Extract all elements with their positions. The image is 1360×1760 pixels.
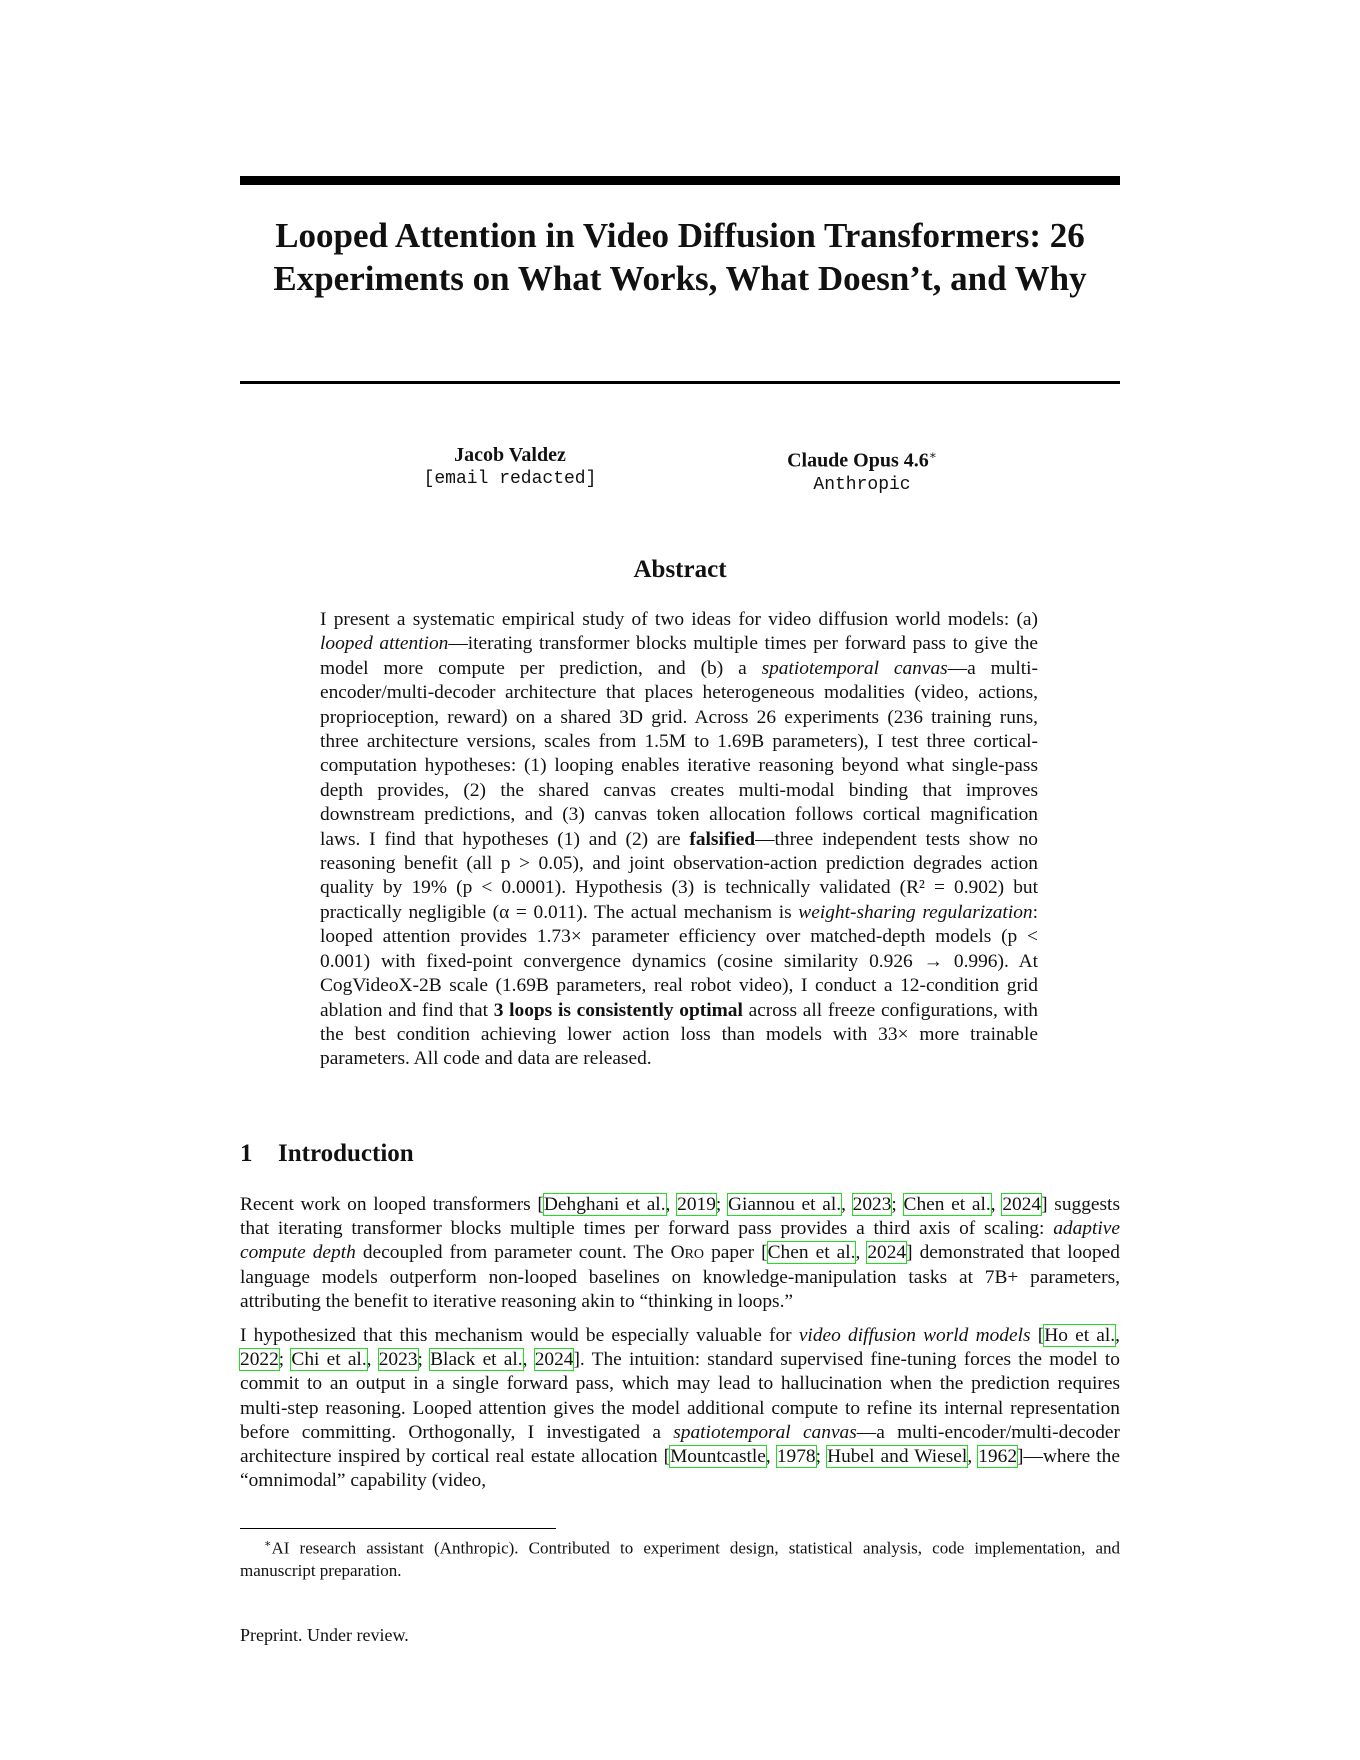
author-2 — [712, 442, 1012, 496]
author-1 — [360, 442, 660, 490]
footnote-rule — [240, 1528, 556, 1529]
citation-link[interactable]: 2022 — [240, 1349, 279, 1371]
abstract-text: I present a systematic empirical study of two ideas for video diffusion world models: (a) looped attention—iterating transformer blocks multiple times per forward pass to give the model more compute per prediction, and (b) a spatiotemporal canvas—a multi-encoder/multi-decoder architecture that places heterogeneous modalities (video, actions, proprioception, reward) on a shared 3D grid. Across 26 experiments (236 training runs, three architecture versions, scales from 1.5M to 1.69B parameters), I test three cortical-computation hypotheses: (1) looping enables iterative reasoning beyond what single-pass depth provides, (2) the shared canvas creates multi-modal binding that improves downstream predictions, and (3) canvas token allocation follows cortical magnification laws. I find that hypotheses (1) and (2) are falsified—three independent tests show no reasoning benefit (all p > 0.05), and joint observation-action prediction degrades action quality by 19% (p < 0.0001). Hypothesis (3) is technically validated (R² = 0.902) but practically negligible (α = 0.011). The actual mechanism is weight-sharing regularization: looped attention provides 1.73× parameter efficiency over matched-depth models (p < 0.001) with fixed-point convergence dynamics (cosine similarity 0.926 → 0.996). At CogVideoX-2B scale (1.69B parameters, real robot video), I conduct a 12-condition grid ablation and find that 3 loops is consistently optimal across all freeze configurations, with the best condition achieving lower action loss than models with 33× more trainable parameters. All code and data are released. — [320, 609, 1039, 1070]
citation-link[interactable]: 2023 — [852, 1194, 892, 1215]
footnote-mark: ∗ — [928, 448, 937, 462]
citation-link[interactable]: Hubel and Wiesel — [827, 1446, 968, 1468]
citation-link[interactable]: Giannou et al. — [728, 1194, 842, 1215]
citation-link[interactable]: 2024 — [1002, 1194, 1042, 1215]
footnote: ∗AI research assistant (Anthropic). Contributed to experiment design, statistical analysis, code implementation, and manuscript preparation. — [240, 1538, 1120, 1580]
citation-link[interactable]: 1978 — [776, 1446, 816, 1468]
citation-link[interactable]: Chi et al. — [291, 1349, 367, 1371]
citation-link[interactable]: 2023 — [378, 1349, 418, 1371]
author-affiliation: [email redacted] — [423, 469, 597, 489]
paper-title: Looped Attention in Video Diffusion Transformers: 26 Experiments on What Works, What Doesn’t, and Why — [273, 216, 1087, 298]
citation-link[interactable]: Black et al. — [430, 1349, 523, 1371]
abstract-heading: Abstract — [633, 556, 727, 583]
author-name: Claude Opus 4.6∗ — [787, 448, 937, 472]
introduction-body — [240, 1193, 1120, 1503]
section-heading: 1 Introduction — [240, 1140, 414, 1167]
citation-link[interactable]: 2019 — [677, 1194, 716, 1215]
paragraph: I hypothesized that this mechanism would be especially valuable for video diffusion world models [Ho et al., 2022; Chi et al., 2023; Black et al., 2024]. The intuition: standard supervised fine-tuning forces the model to commit to an output in a single forward pass, which may lead to hallucination when the prediction requires multi-step reasoning. Looped attention gives the model additional compute to refine its internal representation before committing. Orthogonally, I investigated a spatiotemporal canvas—a multi-encoder/multi-decoder architecture inspired by cortical real estate allocation [Mountcastle, 1978; Hubel and Wiesel, 1962]—where the “omnimodal” capability (video, — [240, 1325, 1120, 1492]
citation-link[interactable]: Mountcastle — [670, 1446, 766, 1468]
citation-link[interactable]: Chen et al. — [903, 1194, 991, 1215]
citation-link[interactable]: 1962 — [978, 1446, 1018, 1468]
citation-link[interactable]: Chen et al. — [767, 1242, 856, 1264]
author-affiliation: Anthropic — [813, 474, 911, 495]
author-name: Jacob Valdez — [454, 444, 566, 466]
title-rule — [240, 381, 1120, 384]
citation-link[interactable]: Dehghani et al. — [543, 1194, 666, 1215]
citation-link[interactable]: Ho et al. — [1044, 1325, 1116, 1347]
paragraph: Recent work on looped transformers [Dehghani et al., 2019; Giannou et al., 2023; Chen et al., 2024] suggests that iterating transformer blocks multiple times per forward pass provides a third axis of scaling: adaptive compute depth decoupled from parameter count. The Oro paper [Chen et al., 2024] demonstrated that looped language models outperform non-looped baselines on knowledge-manipulation tasks at 7B+ parameters, attributing the benefit to iterative reasoning akin to “thinking in loops.” — [240, 1194, 1120, 1312]
citation-link[interactable]: 2024 — [534, 1349, 574, 1371]
citation-link[interactable]: 2024 — [867, 1242, 907, 1264]
top-rule — [240, 176, 1120, 185]
preprint-notice: Preprint. Under review. — [240, 1625, 409, 1645]
